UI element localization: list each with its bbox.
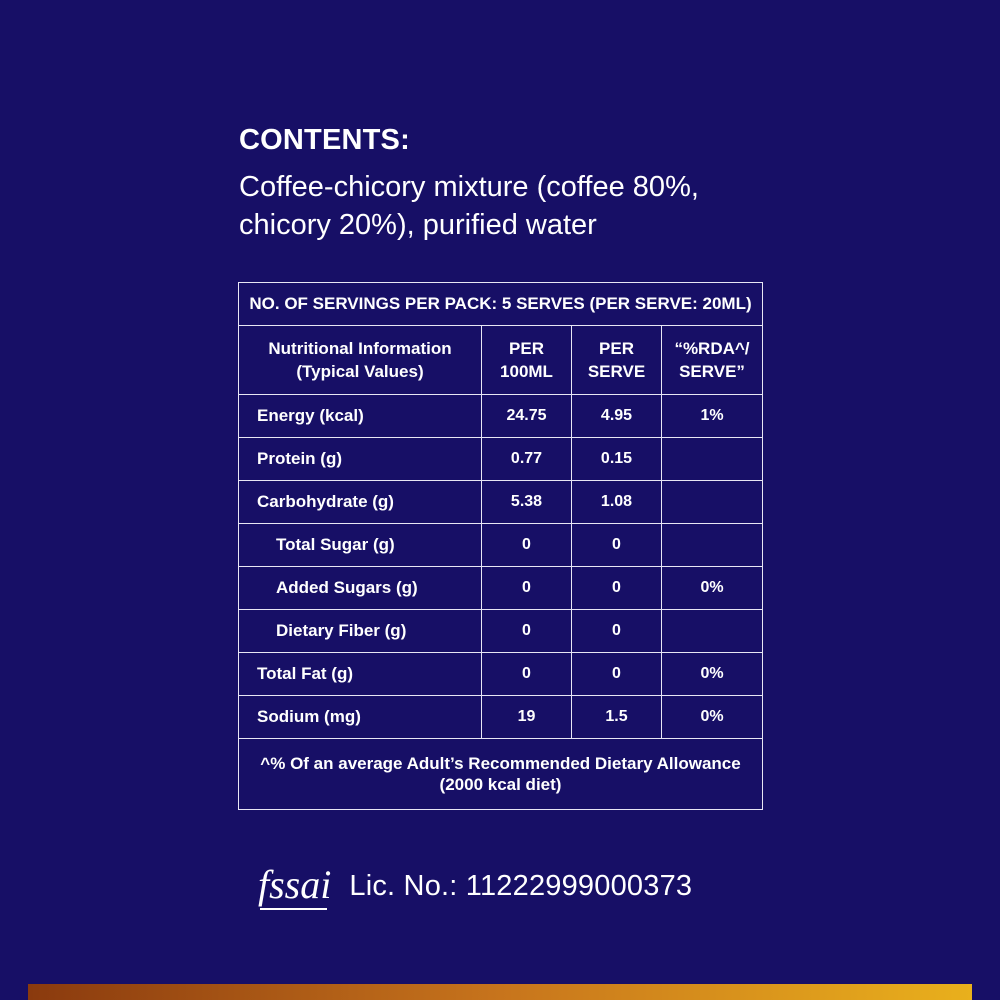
contents-heading: CONTENTS: <box>239 124 410 156</box>
header-col4-line2: SERVE” <box>679 362 745 381</box>
license-number: Lic. No.: 11222999000373 <box>349 869 693 902</box>
bottom-gradient-bar <box>28 984 972 1000</box>
row-per-serve: 0.15 <box>572 438 662 481</box>
row-per-100ml: 0.77 <box>482 438 572 481</box>
row-rda: 0% <box>662 653 763 696</box>
fssai-logo <box>258 861 331 912</box>
row-per-serve: 4.95 <box>572 395 662 438</box>
row-per-100ml: 24.75 <box>482 395 572 438</box>
row-label: Carbohydrate (g) <box>239 481 482 524</box>
header-nutritional-information <box>239 326 482 395</box>
row-per-serve: 0 <box>572 653 662 696</box>
row-rda: 0% <box>662 696 763 739</box>
row-label: Energy (kcal) <box>239 395 482 438</box>
row-per-serve: 0 <box>572 567 662 610</box>
fssai-logo-text: fssai <box>258 861 332 907</box>
header-per-100ml <box>482 326 572 395</box>
row-rda: 0% <box>662 567 763 610</box>
row-per-100ml: 0 <box>482 524 572 567</box>
header-col3-line2: SERVE <box>587 362 646 381</box>
table-row <box>239 524 763 567</box>
row-rda <box>662 438 763 481</box>
header-row <box>239 326 763 395</box>
row-per-100ml: 0 <box>482 567 572 610</box>
row-rda <box>662 610 763 653</box>
row-per-serve: 0 <box>572 524 662 567</box>
nutrition-table <box>238 282 763 810</box>
contents-line-2: chicory 20%), purified water <box>239 209 597 241</box>
table-row <box>239 653 763 696</box>
footnote-line-1: ^% Of an average Adult’s Recommended Dietary Allowance <box>260 754 741 773</box>
contents-description <box>239 168 859 244</box>
row-label: Dietary Fiber (g) <box>239 610 482 653</box>
servings-row <box>239 283 763 326</box>
fssai-logo-underline <box>260 908 327 910</box>
row-rda <box>662 481 763 524</box>
row-rda: 1% <box>662 395 763 438</box>
header-col2-line1: PER <box>509 339 544 358</box>
header-col1-line2: (Typical Values) <box>296 362 424 381</box>
row-per-100ml: 5.38 <box>482 481 572 524</box>
servings-info: NO. OF SERVINGS PER PACK: 5 SERVES (PER SERVE: 20ML) <box>239 283 763 326</box>
table-row <box>239 696 763 739</box>
contents-line-1: Coffee-chicory mixture (coffee 80%, <box>239 171 699 203</box>
row-per-serve: 1.5 <box>572 696 662 739</box>
header-per-serve <box>572 326 662 395</box>
footnote-line-2: (2000 kcal diet) <box>439 775 562 794</box>
row-rda <box>662 524 763 567</box>
header-col2-line2: 100ML <box>500 362 553 381</box>
row-label: Sodium (mg) <box>239 696 482 739</box>
header-col4-line1: “%RDA^/ <box>674 339 750 358</box>
row-label: Total Fat (g) <box>239 653 482 696</box>
header-rda-serve <box>662 326 763 395</box>
table-row <box>239 438 763 481</box>
table-row <box>239 610 763 653</box>
rda-footnote <box>239 739 763 810</box>
footnote-row <box>239 739 763 810</box>
row-per-serve: 0 <box>572 610 662 653</box>
table-row <box>239 395 763 438</box>
header-col1-line1: Nutritional Information <box>268 339 452 358</box>
table-row <box>239 567 763 610</box>
row-label: Total Sugar (g) <box>239 524 482 567</box>
header-col3-line1: PER <box>599 339 634 358</box>
row-per-100ml: 0 <box>482 653 572 696</box>
row-label: Protein (g) <box>239 438 482 481</box>
table-row <box>239 481 763 524</box>
row-per-serve: 1.08 <box>572 481 662 524</box>
license-row <box>258 858 692 914</box>
row-per-100ml: 19 <box>482 696 572 739</box>
row-label: Added Sugars (g) <box>239 567 482 610</box>
row-per-100ml: 0 <box>482 610 572 653</box>
